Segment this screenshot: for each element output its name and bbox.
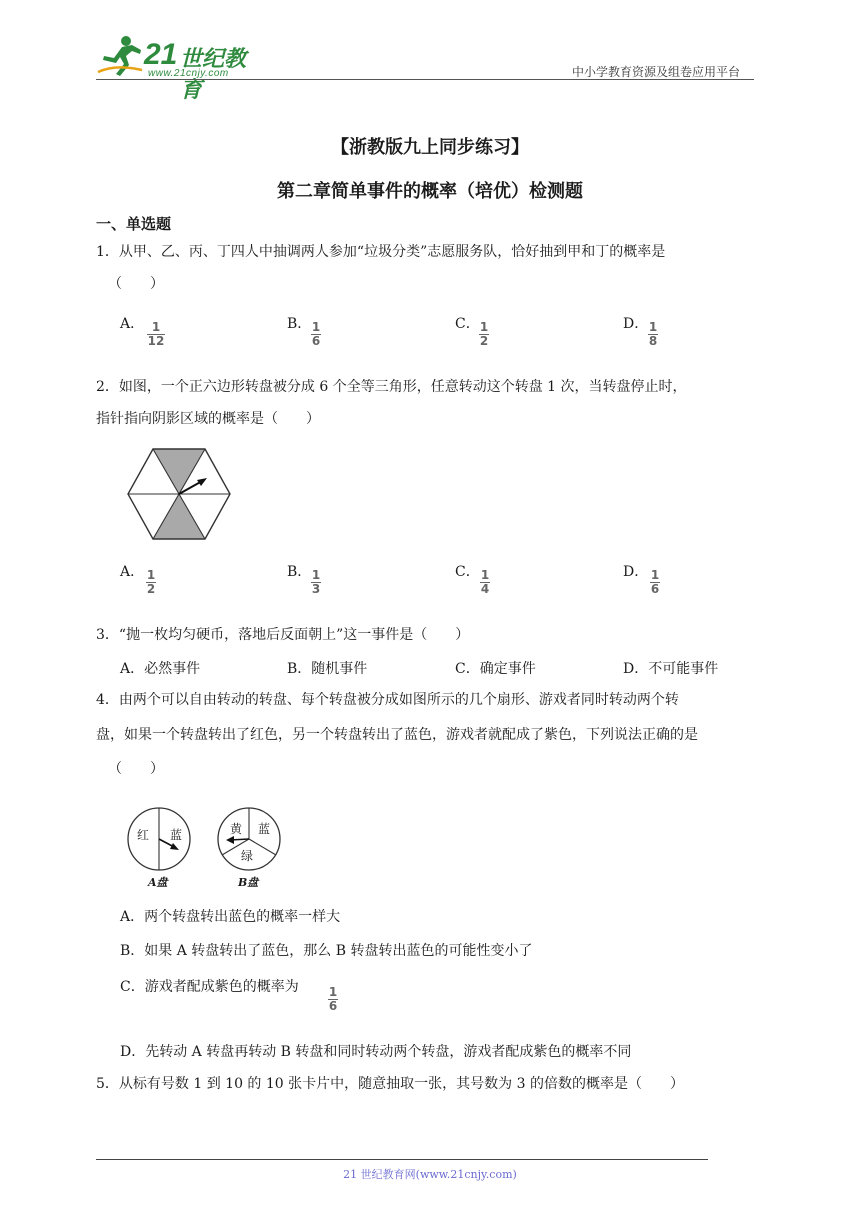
q2-option-b-fraction: 1 3 — [311, 568, 321, 596]
q4-option-a[interactable]: A．两个转盘转出蓝色的概率一样大 — [120, 909, 341, 925]
spinner-a-red-label: 红 — [137, 828, 150, 842]
q3-option-c[interactable]: C．确定事件 — [455, 661, 536, 677]
q1-option-b-fraction: 1 6 — [311, 320, 321, 348]
section-heading: 一、单选题 — [96, 215, 172, 233]
q1-option-a-label[interactable]: A． — [120, 316, 145, 332]
spinner-b-blue-label: 蓝 — [258, 822, 271, 836]
logo-url: www.21cnjy.com — [148, 68, 229, 79]
logo-text: 世纪教育 — [180, 47, 247, 103]
page-title: 【浙教版九上同步练习】 — [331, 137, 529, 158]
q4-option-c-fraction: 1 6 — [328, 985, 338, 1013]
q3-option-a[interactable]: A．必然事件 — [120, 661, 201, 677]
q2-option-c-fraction: 1 4 — [480, 568, 490, 596]
q3-option-d[interactable]: D．不可能事件 — [623, 661, 719, 677]
q1-option-a-fraction: 1 12 — [147, 320, 165, 348]
header-logo — [96, 34, 266, 103]
hexagon-spinner-figure — [126, 447, 232, 541]
q1-option-c-fraction: 1 2 — [479, 320, 489, 348]
q2-option-d-label[interactable]: D． — [623, 564, 649, 580]
q3-option-b[interactable]: B．随机事件 — [287, 661, 368, 677]
q4-option-b[interactable]: B．如果 A 转盘转出了蓝色，那么 B 转盘转出蓝色的可能性变小了 — [120, 943, 533, 959]
question-2-text: 2．如图，一个正六边形转盘被分成 6 个全等三角形，任意转动这个转盘 1 次，当转盘停止时， — [96, 379, 687, 395]
logo-number: 21 — [144, 38, 178, 71]
spinner-b-green-label: 绿 — [241, 849, 254, 863]
q1-option-c-label[interactable]: C． — [455, 316, 480, 332]
question-1-paren: （ ） — [108, 276, 164, 292]
page-subtitle: 第二章简单事件的概率（培优）检测题 — [277, 181, 583, 202]
q1-option-b-label[interactable]: B． — [287, 316, 312, 332]
q1-option-d-label[interactable]: D． — [623, 316, 649, 332]
question-5-text: 5．从标有号数 1 到 10 的 10 张卡片中，随意抽取一张，其号数为 3 的倍数的概率是（ ） — [96, 1076, 684, 1092]
q2-option-a-fraction: 1 2 — [146, 568, 156, 596]
spinners-figure — [124, 804, 294, 890]
header-platform-text: 中小学教育资源及组卷应用平台 — [572, 65, 741, 79]
question-2-text-line2: 指针指向阴影区域的概率是（ ） — [96, 411, 320, 427]
question-4-paren: （ ） — [108, 761, 164, 777]
q2-option-d-fraction: 1 6 — [650, 568, 660, 596]
q1-option-d-fraction: 1 8 — [648, 320, 658, 348]
header-divider — [96, 79, 754, 80]
spinner-a-caption: A盘 — [148, 876, 168, 889]
question-3-text: 3．“抛一枚均匀硬币，落地后反面朝上”这一事件是（ ） — [96, 627, 470, 643]
runner-logo-icon — [96, 34, 146, 78]
spinner-a-icon — [124, 804, 194, 874]
q2-option-c-label[interactable]: C． — [455, 564, 480, 580]
footer-divider — [96, 1159, 708, 1160]
footer-text[interactable]: 21 世纪教育网(www.21cnjy.com) — [343, 1168, 517, 1181]
question-4-text-line2: 盘，如果一个转盘转出了红色，另一个转盘转出了蓝色，游戏者就配成了紫色，下列说法正确的是 — [96, 727, 698, 743]
q4-option-c[interactable]: C．游戏者配成紫色的概率为 — [120, 979, 299, 995]
q2-option-a-label[interactable]: A． — [120, 564, 145, 580]
q4-option-d[interactable]: D．先转动 A 转盘再转动 B 转盘和同时转动两个转盘，游戏者配成紫色的概率不同 — [120, 1044, 632, 1060]
question-4-text: 4．由两个可以自由转动的转盘、每个转盘被分成如图所示的几个扇形、游戏者同时转动两个转 — [96, 692, 679, 708]
question-1-text: 1．从甲、乙、丙、丁四人中抽调两人参加“垃圾分类”志愿服务队，恰好抽到甲和丁的概率是 — [96, 244, 666, 260]
spinner-b-caption: B盘 — [238, 876, 259, 889]
spinner-b-yellow-label: 黄 — [230, 822, 243, 836]
q2-option-b-label[interactable]: B． — [287, 564, 312, 580]
spinner-a-blue-label: 蓝 — [170, 828, 183, 842]
